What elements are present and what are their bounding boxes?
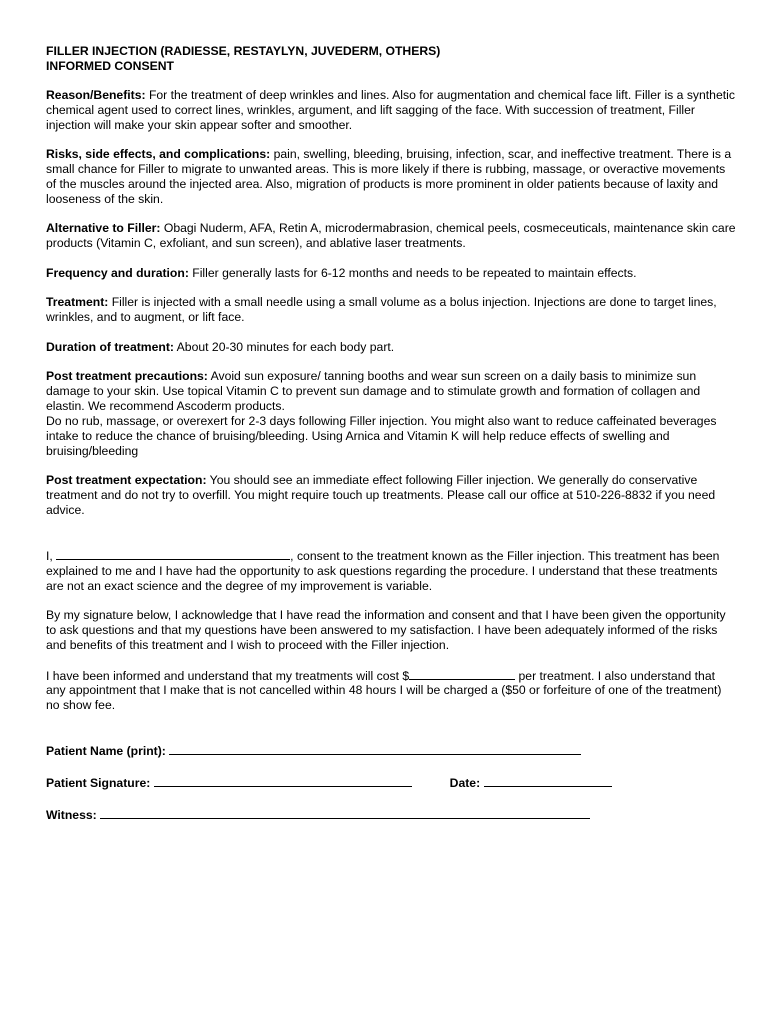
reason-benefits-section — [46, 88, 736, 133]
acknowledgement-statement: By my signature below, I acknowledge that I have read the information and consent and that I have been given the opportunity to ask questions and that my questions have been answered to my satisfaction. I have been adequately informed of the risks and benefits of this treatment and I wish to proceed with the Filler injection. — [46, 608, 726, 653]
patient-name-print-field[interactable] — [169, 743, 581, 755]
post-expectation-text: You should see an immediate effect following Filler injection. We generally do conservative treatment and do not try to overfill. You might require touch up treatments. Please call our office at 510-226-8832 if you need advice. — [46, 473, 716, 517]
patient-name-row — [46, 743, 736, 759]
document-title — [46, 44, 736, 74]
duration-section — [46, 340, 736, 355]
cost-statement — [46, 668, 736, 714]
witness-row — [46, 807, 736, 823]
post-precautions-continued: Do no rub, massage, or overexert for 2-3 days following Filler injection. You might also want to reduce caffeinated beverages intake to reduce the chance of bruising/bleeding. Using Arnica and Vitamin K will help reduce effects of swelling and bruising/bleeding — [46, 413, 717, 458]
reason-label: Reason/Benefits: — [46, 87, 146, 102]
consent-document — [46, 44, 736, 839]
frequency-section — [46, 266, 736, 281]
signature-section — [46, 743, 736, 823]
treatment-text: Filler is injected with a small needle using a small volume as a bolus injection. Injections are done to target lines, wrinkles, and to augment, or lift face. — [46, 295, 717, 325]
consent-statement — [46, 548, 736, 594]
cost-amount-blank[interactable] — [409, 668, 515, 680]
alternative-label: Alternative to Filler: — [46, 221, 161, 236]
cost-prefix: I have been informed and understand that my treatments will cost $ — [46, 668, 410, 683]
post-expectation-label: Post treatment expectation: — [46, 473, 207, 488]
treatment-label: Treatment: — [46, 295, 109, 310]
patient-name-blank[interactable] — [56, 548, 290, 560]
risks-section — [46, 147, 736, 207]
patient-signature-row — [46, 775, 736, 791]
frequency-label: Frequency and duration: — [46, 265, 189, 280]
treatment-section — [46, 295, 736, 325]
post-precautions-section — [46, 369, 736, 414]
witness-label: Witness: — [46, 808, 101, 823]
patient-name-label: Patient Name (print): — [46, 744, 170, 759]
post-precautions-label: Post treatment precautions: — [46, 369, 208, 384]
title-line-2: INFORMED CONSENT — [46, 58, 174, 73]
cost-suffix: per treatment. I also understand that any appointment that I make that is not cancelled within 48 hours I will be charged a ($50 or forfeiture of one of the treatment) no show fee. — [46, 668, 722, 713]
witness-field[interactable] — [100, 807, 590, 819]
post-precautions-text: Avoid sun exposure/ tanning booths and wear sun screen on a daily basis to minimize sun damage to your skin. Use topical Vitamin C to prevent sun damage and to stimulate growth and formation of collagen and elastin. We recommend Ascoderm products. — [46, 369, 701, 413]
date-field[interactable] — [484, 775, 612, 787]
frequency-text: Filler generally lasts for 6-12 months and needs to be repeated to maintain effects. — [188, 265, 637, 280]
duration-label: Duration of treatment: — [46, 339, 174, 354]
risks-text: pain, swelling, bleeding, bruising, infection, scar, and ineffective treatment. There is a small chance for Filler to migrate to unwanted areas. This is more likely if there is rubbing, massage, or overactive movements of the muscles around the injected area. Also, migration of products is more prominent in older patients because of laxity and looseness of the skin. — [46, 147, 732, 206]
patient-signature-label: Patient Signature: — [46, 776, 154, 791]
date-label: Date: — [449, 776, 484, 791]
title-line-1: FILLER INJECTION (RADIESSE, RESTAYLYN, JUVEDERM, OTHERS) — [46, 44, 441, 58]
alternative-section — [46, 221, 736, 251]
reason-text: For the treatment of deep wrinkles and lines. Also for augmentation and chemical face lift. Filler is a synthetic chemical agent used to correct lines, wrinkles, argument, and lift sagging of the face. With succession of treatment, Filler injection will make your skin appear softer and smoother. — [46, 87, 735, 132]
post-expectation-section — [46, 473, 736, 518]
consent-suffix: , consent to the treatment known as the Filler injection. This treatment has been explained to me and I have had the opportunity to ask questions regarding the procedure. I understand that these treatments are not an exact science and the degree of my improvement is variable. — [46, 548, 720, 593]
alternative-text: Obagi Nuderm, AFA, Retin A, microdermabrasion, chemical peels, cosmeceuticals, maintenance skin care products (Vitamin C, exfoliant, and sun screen), and ablative laser treatments. — [46, 221, 736, 251]
patient-signature-field[interactable] — [154, 775, 412, 787]
duration-text: About 20-30 minutes for each body part. — [173, 339, 395, 354]
consent-prefix: I, — [46, 548, 57, 563]
risks-label: Risks, side effects, and complications: — [46, 147, 271, 162]
